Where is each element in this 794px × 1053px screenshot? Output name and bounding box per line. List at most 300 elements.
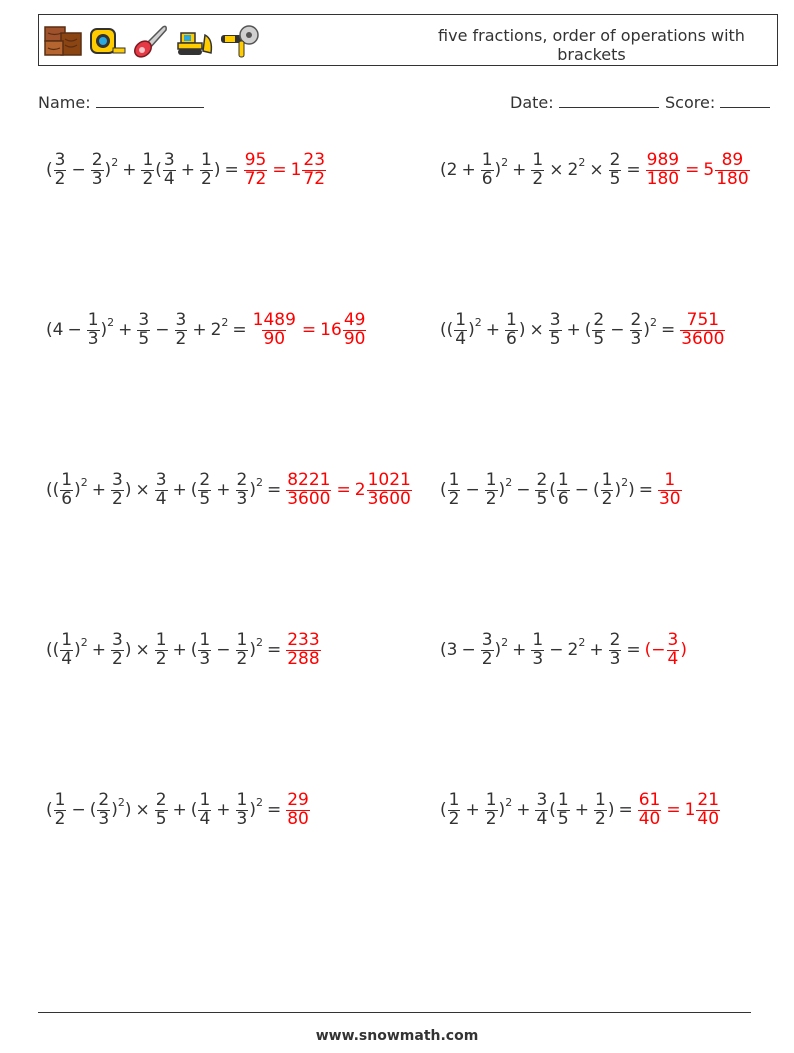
numerator: 3 [54,149,66,170]
operator: + [216,480,231,500]
exponent: 2 [578,635,586,649]
denominator: 2 [236,648,248,669]
operator: × [529,320,544,340]
numerator: 2 [536,469,548,490]
denominator: 4 [455,328,467,349]
term: ) [74,480,81,500]
numerator: 1 [532,629,544,650]
denominator: 6 [505,328,517,349]
worksheet-title: five fractions, order of operations with brackets [438,26,745,64]
denominator: 2 [481,648,493,669]
exponent: 2 [621,475,629,489]
name-field [38,93,204,112]
numerator: 1 [594,789,606,810]
term: ) [607,800,615,820]
denominator: 4 [536,808,548,829]
answer-fraction [638,789,662,829]
fraction [448,469,461,509]
numerator: 1 [557,789,569,810]
exponent: 2 [505,795,513,809]
term: ( [155,160,162,180]
operator: + [512,160,527,180]
numerator: 1 [199,789,211,810]
term: ) [498,480,506,500]
numerator: 1 [481,149,493,170]
denominator: 2 [448,808,460,829]
denominator: 3 [630,328,642,349]
numerator: 3 [138,309,150,330]
numerator: 1 [557,469,569,490]
fraction [594,789,607,829]
fraction [454,309,467,349]
answer-part: 16 [320,320,342,340]
operator: + [91,640,106,660]
denominator: 3 [91,168,103,189]
fraction [485,789,498,829]
denominator: 2 [485,808,497,829]
operator: + [461,160,476,180]
exponent: 2 [474,315,482,329]
denominator: 90 [343,328,366,349]
numerator: 1 [505,309,517,330]
fraction [60,469,73,509]
fraction [535,469,548,509]
answer-fraction [244,149,268,189]
numerator: 2 [609,149,621,170]
answer-equals: = [666,800,681,820]
term: ( [592,480,600,500]
denominator: 4 [667,648,679,669]
numerator: 2 [155,789,167,810]
problem [46,148,327,192]
answer-fraction [667,629,680,669]
exponent: 2 [255,635,263,649]
denominator: 288 [287,648,320,669]
term: 2 [210,320,222,340]
term: (( [46,480,60,500]
fraction [87,309,100,349]
header-icons [43,21,259,61]
operator: − [67,320,82,340]
exponent: 2 [501,635,509,649]
denominator: 5 [593,328,605,349]
footer-divider [38,1012,751,1013]
denominator: 4 [163,168,175,189]
denominator: 5 [199,488,211,509]
exponent: 2 [505,475,513,489]
operator: + [216,800,231,820]
numerator: 2 [236,469,248,490]
exponent: 2 [80,475,88,489]
denominator: 5 [138,328,150,349]
numerator: 989 [646,149,680,170]
denominator: 72 [303,168,326,189]
fraction [198,629,211,669]
footer-url: www.snowmath.com [315,1028,479,1044]
operator: − [574,480,589,500]
operator: − [516,480,531,500]
operator: = [266,480,282,500]
term: ( [89,800,97,820]
term: ) [643,320,650,340]
denominator: 3600 [287,488,331,509]
numerator: 233 [287,629,320,650]
numerator: 3 [111,629,123,650]
numerator: 1 [142,149,154,170]
fraction [557,469,570,509]
answer-fraction [658,469,682,509]
denominator: 6 [481,168,493,189]
denominator: 5 [609,168,621,189]
answer-equals: = [301,320,317,340]
operator: + [516,800,531,820]
answer-part: 1 [290,160,302,180]
fraction [549,309,562,349]
answer-part: ) [680,640,688,660]
numerator: 1 [200,149,212,170]
term: ( [46,160,53,180]
denominator: 2 [54,168,66,189]
operator: × [135,640,150,660]
answer-fraction [680,309,725,349]
operator: = [266,640,282,660]
fraction [531,149,544,189]
operator: + [566,320,581,340]
fraction [141,149,154,189]
date-blank[interactable] [559,93,659,108]
numerator: 3 [667,629,679,650]
denominator: 2 [111,488,123,509]
term: ) [518,320,526,340]
fraction [54,149,67,189]
numerator: 3 [163,149,175,170]
numerator: 1 [54,789,66,810]
problem [440,468,683,512]
operator: + [172,480,187,500]
fraction [557,789,570,829]
numerator: 1 [485,469,497,490]
denominator: 90 [263,328,286,349]
denominator: 72 [244,168,267,189]
answer-fraction [715,149,749,189]
operator: − [71,800,86,820]
problem [440,148,751,192]
numerator: 2 [199,469,211,490]
answer-part: (− [644,640,666,660]
numerator: 1 [448,789,460,810]
fraction [163,149,176,189]
denominator: 2 [200,168,212,189]
term: ( [584,320,592,340]
fraction [97,789,110,829]
bulldozer-icon [175,21,215,61]
operator: − [549,640,564,660]
denominator: 6 [61,488,73,509]
answer-equals: = [272,160,287,180]
answer-fraction [286,629,320,669]
answer-equals: = [685,160,700,180]
term: ) [104,160,112,180]
numerator: 1 [236,629,248,650]
numerator: 1 [532,149,544,170]
operator: = [618,800,633,820]
operator: × [135,480,150,500]
fraction [111,469,124,509]
numerator: 89 [721,149,744,170]
denominator: 40 [697,808,720,829]
fraction [60,629,73,669]
denominator: 3600 [367,488,411,509]
term: (4 [46,320,64,340]
denominator: 5 [155,808,167,829]
operator: = [266,800,282,820]
operator: × [589,160,604,180]
denominator: 2 [111,648,123,669]
denominator: 2 [54,808,66,829]
fraction [531,629,544,669]
operator: + [118,320,133,340]
denominator: 4 [155,488,167,509]
exponent: 2 [649,315,657,329]
fraction [175,309,188,349]
tape-measure-icon [87,21,127,61]
operator: + [172,640,187,660]
fraction [198,789,211,829]
answer-fraction [367,469,412,509]
wood-planks-icon [43,21,83,61]
numerator: 2 [609,629,621,650]
numerator: 21 [697,789,720,810]
operator: + [91,480,106,500]
fraction [198,469,211,509]
problem [440,788,721,832]
term: ) [74,640,81,660]
term: ) [498,800,506,820]
denominator: 3 [609,648,621,669]
term: ) [494,160,502,180]
numerator: 2 [630,309,642,330]
term: 2 [567,640,579,660]
denominator: 2 [601,488,613,509]
denominator: 2 [485,488,497,509]
term: ) [213,160,221,180]
term: ) [100,320,108,340]
numerator: 61 [638,789,661,810]
term: ( [190,480,198,500]
denominator: 3 [532,648,544,669]
term: ) [124,800,132,820]
term: (( [46,640,60,660]
date-field [510,93,659,112]
term: ( [549,800,556,820]
term: ( [46,800,53,820]
answer-part: 2 [354,480,366,500]
numerator: 1 [485,789,497,810]
denominator: 4 [199,808,211,829]
operator: = [626,640,641,660]
exponent: 2 [107,315,115,329]
operator: + [465,800,480,820]
operator: − [610,320,625,340]
operator: − [216,640,231,660]
denominator: 3 [236,488,248,509]
score-field [665,93,770,112]
exponent: 2 [117,795,125,809]
answer-fraction [343,309,367,349]
numerator: 1 [601,469,613,490]
term: ) [249,800,256,820]
fraction [481,629,494,669]
denominator: 2 [175,328,187,349]
numerator: 3 [549,309,561,330]
operator: − [71,160,86,180]
numerator: 3 [155,469,167,490]
term: ) [249,480,256,500]
numerator: 1 [61,469,73,490]
term: ) [111,800,118,820]
name-blank[interactable] [96,93,204,108]
problem [46,628,322,672]
exponent: 2 [80,635,88,649]
numerator: 1 [664,469,676,490]
exponent: 2 [111,155,119,169]
fraction [155,469,168,509]
chainsaw-icon [131,21,171,61]
fraction [485,469,498,509]
fraction [155,789,168,829]
fraction [609,149,622,189]
fraction [111,629,124,669]
fraction [200,149,213,189]
operator: + [485,320,500,340]
term: ( [440,480,447,500]
term: (3 [440,640,458,660]
fraction [448,789,461,829]
denominator: 40 [638,808,661,829]
operator: + [589,640,604,660]
term: ) [494,640,502,660]
numerator: 1 [455,309,467,330]
fraction [236,469,249,509]
exponent: 2 [501,155,509,169]
term: ) [628,480,635,500]
numerator: 8221 [287,469,331,490]
fraction [91,149,104,189]
fraction [236,629,249,669]
term: ( [440,800,447,820]
numerator: 95 [244,149,267,170]
term: ) [249,640,256,660]
denominator: 5 [536,488,548,509]
operator: + [192,320,207,340]
denominator: 2 [155,648,167,669]
operator: = [224,160,239,180]
denominator: 3 [236,808,248,829]
numerator: 1489 [252,309,296,330]
denominator: 180 [646,168,680,189]
numerator: 23 [303,149,326,170]
operator: = [232,320,247,340]
fraction [54,789,67,829]
answer-fraction [286,469,331,509]
operator: + [574,800,589,820]
answer-fraction [252,309,297,349]
denominator: 3600 [681,328,725,349]
term: ( [549,480,556,500]
fraction [155,629,168,669]
exponent: 2 [221,315,229,329]
problem [46,308,367,352]
numerator: 1 [155,629,167,650]
problem [440,308,726,352]
denominator: 180 [716,168,749,189]
numerator: 2 [593,309,605,330]
score-label: Score: [665,93,716,112]
score-blank[interactable] [720,93,770,108]
numerator: 3 [111,469,123,490]
denominator: 2 [594,808,606,829]
denominator: 2 [142,168,154,189]
denominator: 2 [532,168,544,189]
denominator: 3 [87,328,99,349]
operator: − [461,640,476,660]
exponent: 2 [255,475,263,489]
angle-grinder-icon [219,21,259,61]
denominator: 6 [557,488,569,509]
fraction [236,789,249,829]
fraction [535,789,548,829]
fraction [481,149,494,189]
term: 2 [567,160,579,180]
numerator: 1 [61,629,73,650]
numerator: 751 [686,309,720,330]
term: ( [190,640,198,660]
numerator: 1 [236,789,248,810]
worksheet-header [38,14,778,66]
operator: − [465,480,480,500]
denominator: 3 [199,648,211,669]
numerator: 1 [199,629,211,650]
operator: + [172,800,187,820]
denominator: 2 [448,488,460,509]
denominator: 5 [549,328,561,349]
date-label: Date: [510,93,554,112]
numerator: 1 [448,469,460,490]
term: (( [440,320,454,340]
numerator: 1021 [367,469,411,490]
numerator: 3 [536,789,548,810]
denominator: 80 [287,808,309,829]
denominator: 4 [61,648,73,669]
fraction [137,309,150,349]
fraction [592,309,605,349]
fraction [630,309,643,349]
answer-fraction [302,149,326,189]
answer-fraction [646,149,680,189]
operator: − [155,320,170,340]
fraction [609,629,622,669]
term: ) [468,320,475,340]
term: (2 [440,160,458,180]
denominator: 5 [557,808,569,829]
fraction [505,309,518,349]
answer-part: 5 [703,160,715,180]
answer-fraction [286,789,310,829]
numerator: 2 [91,149,103,170]
term: ) [614,480,622,500]
denominator: 3 [98,808,110,829]
numerator: 2 [98,789,110,810]
